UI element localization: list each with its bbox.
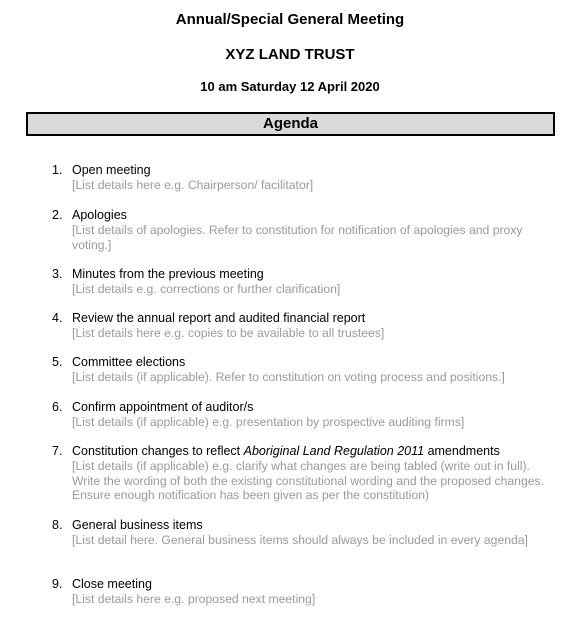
agenda-item-number: 9. [52, 577, 63, 591]
agenda-item-title: General business items [72, 518, 203, 532]
agenda-item-title-text: Constitution changes to reflect [72, 444, 244, 458]
agenda-item-number: 4. [52, 311, 63, 325]
agenda-item-title: Close meeting [72, 577, 152, 591]
agenda-item-detail: [List details here e.g. Chairperson/ facilitator] [72, 178, 314, 192]
agenda-item-detail: [List details here e.g. copies to be available to all trustees] [72, 326, 385, 340]
agenda-item-detail: [List details (if applicable) e.g. clarify what changes are being tabled (write out in full). Write the wording of both the existing constitutional wording and the proposed changes. Ensure enough notification has been given as per the constitution) [72, 459, 544, 503]
agenda-item-title-text: amendments [424, 444, 500, 458]
agenda-item-detail: [List details here e.g. proposed next meeting] [72, 592, 316, 606]
agenda-item-title: Review the annual report and audited financial report [72, 311, 366, 325]
agenda-title: Agenda [262, 115, 318, 132]
agenda-item-title [72, 444, 500, 458]
meeting-type-heading: Annual/Special General Meeting [175, 11, 405, 28]
agenda-item-title: Committee elections [72, 355, 186, 369]
agenda-item-number: 2. [52, 208, 63, 222]
agenda-item-number: 3. [52, 267, 63, 281]
agenda-item-detail: [List details e.g. corrections or further clarification] [72, 282, 341, 296]
organisation-heading: XYZ LAND TRUST [225, 46, 355, 63]
agenda-item-number: 6. [52, 400, 63, 414]
agenda-item-detail: [List details of apologies. Refer to constitution for notification of apologies and proxy voting.] [72, 223, 523, 252]
meeting-datetime: 10 am Saturday 12 April 2020 [200, 79, 380, 94]
agenda-item-title: Minutes from the previous meeting [72, 267, 264, 281]
agenda-item-detail: [List details (if applicable). Refer to constitution on voting process and positions.] [72, 370, 505, 384]
agenda-item-detail: [List details (if applicable) e.g. presentation by prospective auditing firms] [72, 415, 465, 429]
agenda-item-number: 7. [52, 444, 63, 458]
agenda-item-title: Open meeting [72, 163, 151, 177]
agenda-item-title: Confirm appointment of auditor/s [72, 400, 254, 414]
agenda-item-number: 5. [52, 355, 63, 369]
agenda-item-detail: [List detail here. General business items should always be included in every agenda] [72, 533, 528, 547]
agenda-item-title: Apologies [72, 208, 127, 222]
agenda-item-number: 8. [52, 518, 63, 532]
agenda-item-number: 1. [52, 163, 63, 177]
agenda-title-bar [26, 112, 555, 136]
regulation-name: Aboriginal Land Regulation 2011 [243, 444, 425, 458]
